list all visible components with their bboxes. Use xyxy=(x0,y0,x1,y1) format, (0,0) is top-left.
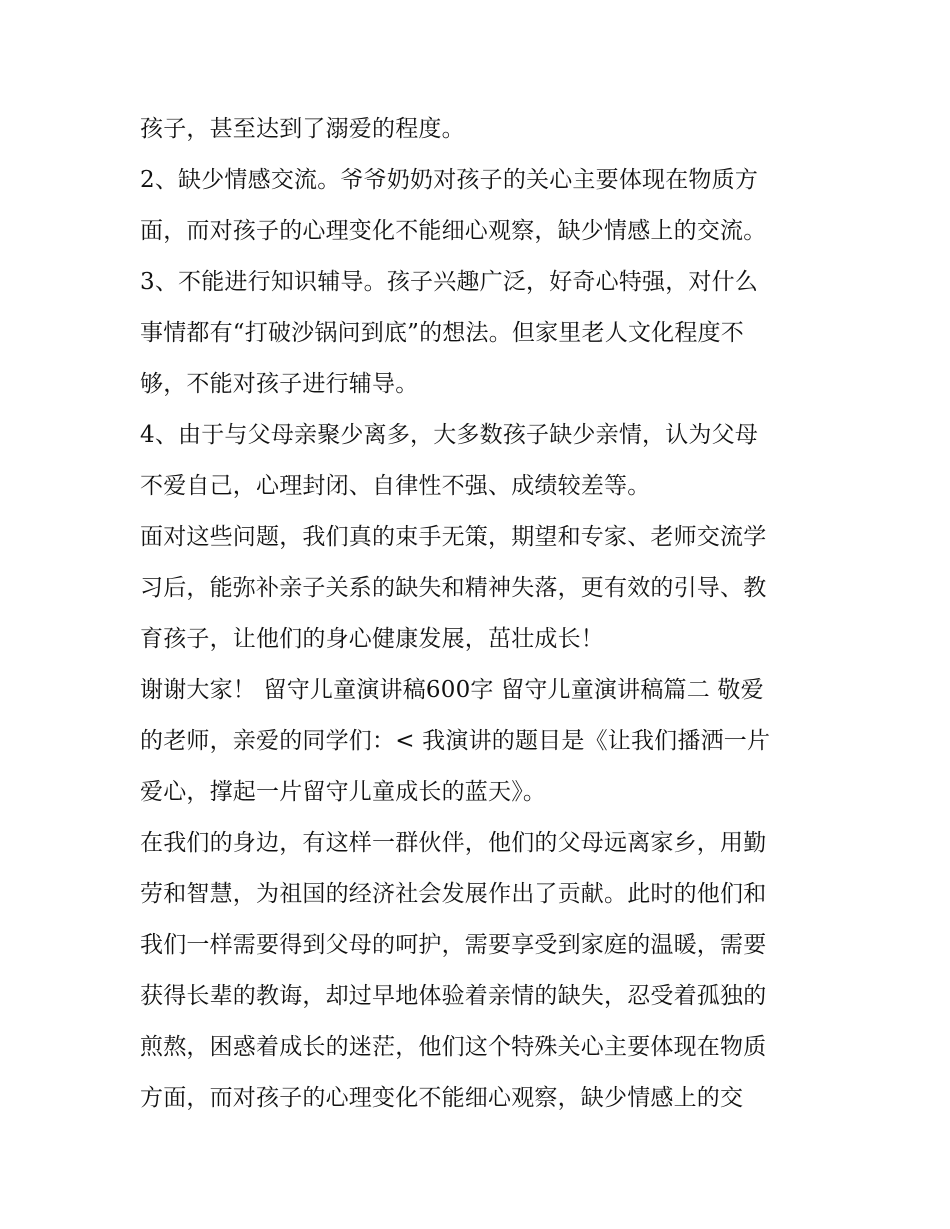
text-line: 煎熬，困惑着成长的迷茫，他们这个特殊关心主要体现在物质 xyxy=(140,1034,767,1060)
text-line: 3、不能进行知识辅导。孩子兴趣广泛，好奇心特强，对什么 xyxy=(140,269,759,295)
text-line: 谢谢大家！ 留守儿童演讲稿600字 留守儿童演讲稿篇二 敬爱 xyxy=(140,677,764,703)
text-line: 的老师，亲爱的同学们：< 我演讲的题目是《让我们播洒一片 xyxy=(140,728,771,754)
text-line: 面，而对孩子的心理变化不能细心观察，缺少情感上的交流。 xyxy=(140,218,767,244)
text-line: 劳和智慧，为祖国的经济社会发展作出了贡献。此时的他们和 xyxy=(140,881,767,907)
text-line: 4、由于与父母亲聚少离多，大多数孩子缺少亲情，认为父母 xyxy=(140,422,759,448)
text-line: 育孩子，让他们的身心健康发展，茁壮成长！ xyxy=(140,626,604,652)
text-line: 习后，能弥补亲子关系的缺失和精神失落，更有效的引导、教 xyxy=(140,575,767,601)
text-line: 不爱自己，心理封闭、自律性不强、成绩较差等。 xyxy=(140,473,651,499)
text-line: 孩子，甚至达到了溺爱的程度。 xyxy=(140,116,465,142)
text-line: 在我们的身边，有这样一群伙伴，他们的父母远离家乡，用勤 xyxy=(140,830,767,856)
text-line: 方面，而对孩子的心理变化不能细心观察，缺少情感上的交 xyxy=(140,1085,744,1111)
text-line: 面对这些问题，我们真的束手无策，期望和专家、老师交流学 xyxy=(140,524,767,550)
text-line: 爱心，撑起一片留守儿童成长的蓝天》。 xyxy=(140,779,547,805)
text-line: 我们一样需要得到父母的呵护，需要享受到家庭的温暖，需要 xyxy=(140,932,767,958)
text-line: 够，不能对孩子进行辅导。 xyxy=(140,371,419,397)
text-line: 2、缺少情感交流。爷爷奶奶对孩子的关心主要体现在物质方 xyxy=(140,167,759,193)
text-line: 事情都有“打破沙锅问到底”的想法。但家里老人文化程度不 xyxy=(140,320,744,346)
body-text xyxy=(140,104,820,1124)
text-line: 获得长辈的教诲，却过早地体验着亲情的缺失，忍受着孤独的 xyxy=(140,983,767,1009)
